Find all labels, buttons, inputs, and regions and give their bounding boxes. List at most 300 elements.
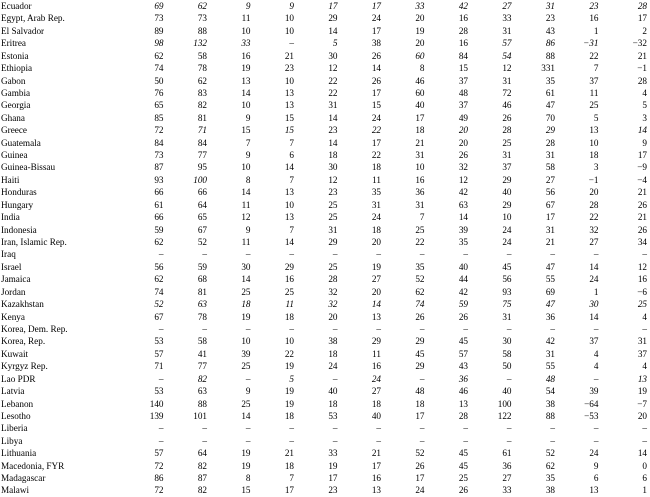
table-row: [0, 360, 650, 372]
table-cell: 14: [215, 410, 259, 422]
country-name: Ghana: [0, 112, 128, 124]
table-cell: –: [346, 248, 390, 260]
table-cell: 41: [172, 348, 216, 360]
table-cell: 42: [433, 0, 477, 12]
table-cell: 61: [476, 447, 520, 459]
table-cell: 37: [563, 335, 607, 347]
table-cell: 58: [172, 50, 216, 62]
table-cell: 14: [346, 298, 390, 310]
table-cell: 31: [476, 75, 520, 87]
table-cell: 69: [128, 0, 172, 12]
table-cell: 28: [607, 0, 650, 12]
country-name: Gambia: [0, 87, 128, 99]
table-cell: 14: [607, 447, 650, 459]
table-cell: 19: [215, 447, 259, 459]
table-cell: 24: [476, 224, 520, 236]
table-cell: −31: [563, 37, 607, 49]
table-cell: 13: [607, 373, 650, 385]
table-cell: 8: [389, 62, 433, 74]
country-name: Kenya: [0, 311, 128, 323]
table-cell: 88: [520, 50, 564, 62]
table-cell: 17: [346, 0, 390, 12]
table-cell: 11: [563, 87, 607, 99]
table-cell: 22: [346, 124, 390, 136]
table-cell: 95: [172, 161, 216, 173]
table-cell: 21: [607, 211, 650, 223]
table-cell: –: [259, 422, 303, 434]
country-name: Iraq: [0, 248, 128, 260]
table-cell: 18: [259, 460, 303, 472]
table-cell: 7: [259, 137, 303, 149]
table-cell: −9: [607, 161, 650, 173]
table-cell: 11: [215, 236, 259, 248]
table-cell: –: [215, 373, 259, 385]
table-cell: 25: [563, 99, 607, 111]
table-cell: 36: [520, 311, 564, 323]
table-cell: 139: [128, 410, 172, 422]
table-cell: –: [215, 435, 259, 447]
table-cell: 24: [346, 211, 390, 223]
country-name: Latvia: [0, 385, 128, 397]
table-cell: 66: [128, 211, 172, 223]
table-cell: 18: [389, 124, 433, 136]
table-row: [0, 99, 650, 111]
table-cell: 17: [520, 211, 564, 223]
table-cell: 13: [563, 124, 607, 136]
table-cell: 14: [607, 124, 650, 136]
table-cell: 46: [476, 99, 520, 111]
table-row: [0, 87, 650, 99]
table-cell: 24: [389, 484, 433, 496]
table-cell: 34: [607, 236, 650, 248]
table-cell: 18: [346, 398, 390, 410]
table-cell: 62: [520, 460, 564, 472]
table-cell: −1: [563, 174, 607, 186]
table-cell: 10: [563, 137, 607, 149]
table-cell: 76: [128, 87, 172, 99]
table-cell: 4: [563, 360, 607, 372]
table-cell: –: [607, 323, 650, 335]
table-cell: 72: [476, 87, 520, 99]
table-cell: 7: [259, 174, 303, 186]
table-cell: 54: [520, 385, 564, 397]
table-cell: 10: [476, 211, 520, 223]
country-name: Guinea-Bissau: [0, 161, 128, 173]
table-row: [0, 112, 650, 124]
table-cell: 60: [389, 87, 433, 99]
table-row: [0, 25, 650, 37]
table-cell: 31: [520, 348, 564, 360]
table-cell: 62: [128, 50, 172, 62]
table-row: [0, 12, 650, 24]
table-cell: –: [259, 37, 303, 49]
table-cell: 7: [389, 211, 433, 223]
table-row: [0, 410, 650, 422]
table-cell: 5: [302, 37, 346, 49]
table-cell: 59: [433, 298, 477, 310]
table-cell: 15: [433, 62, 477, 74]
table-cell: 62: [172, 0, 216, 12]
table-cell: 42: [433, 186, 477, 198]
country-name: Honduras: [0, 186, 128, 198]
country-name: Lithuania: [0, 447, 128, 459]
table-cell: 81: [172, 286, 216, 298]
table-cell: 14: [259, 161, 303, 173]
table-cell: 67: [520, 199, 564, 211]
table-cell: 37: [563, 75, 607, 87]
table-cell: 26: [389, 311, 433, 323]
table-row: [0, 373, 650, 385]
table-cell: 17: [389, 112, 433, 124]
table-cell: 46: [433, 385, 477, 397]
table-cell: −32: [607, 37, 650, 49]
table-cell: 28: [433, 410, 477, 422]
table-cell: 29: [476, 174, 520, 186]
table-cell: 132: [172, 37, 216, 49]
table-cell: 5: [259, 373, 303, 385]
table-cell: 37: [433, 99, 477, 111]
table-cell: 36: [476, 460, 520, 472]
table-row: [0, 298, 650, 310]
table-cell: 4: [607, 360, 650, 372]
table-cell: 62: [172, 75, 216, 87]
table-cell: 84: [433, 50, 477, 62]
table-cell: –: [128, 373, 172, 385]
table-cell: –: [215, 323, 259, 335]
table-cell: 19: [215, 311, 259, 323]
table-cell: 140: [128, 398, 172, 410]
table-cell: 14: [215, 87, 259, 99]
table-cell: 29: [302, 236, 346, 248]
table-cell: 13: [259, 186, 303, 198]
table-row: [0, 211, 650, 223]
table-cell: 60: [389, 50, 433, 62]
table-cell: 57: [128, 447, 172, 459]
table-cell: 20: [607, 410, 650, 422]
table-cell: 7: [259, 472, 303, 484]
table-cell: 13: [346, 484, 390, 496]
table-row: [0, 50, 650, 62]
table-cell: –: [563, 373, 607, 385]
table-cell: 21: [259, 50, 303, 62]
country-name: Gabon: [0, 75, 128, 87]
table-cell: 46: [389, 75, 433, 87]
table-cell: 67: [172, 224, 216, 236]
table-cell: 101: [172, 410, 216, 422]
table-cell: –: [607, 435, 650, 447]
table-cell: 17: [302, 0, 346, 12]
table-cell: 10: [215, 335, 259, 347]
table-row: [0, 335, 650, 347]
table-cell: 69: [520, 286, 564, 298]
table-cell: 23: [302, 124, 346, 136]
table-row: [0, 248, 650, 260]
table-cell: 88: [172, 398, 216, 410]
table-cell: 63: [433, 199, 477, 211]
table-row: [0, 273, 650, 285]
country-name: Madagascar: [0, 472, 128, 484]
table-cell: 26: [433, 484, 477, 496]
table-cell: 55: [520, 360, 564, 372]
table-cell: 16: [607, 273, 650, 285]
table-cell: 25: [476, 137, 520, 149]
table-cell: 17: [346, 460, 390, 472]
table-cell: 24: [563, 273, 607, 285]
table-cell: 10: [259, 12, 303, 24]
table-cell: 23: [302, 186, 346, 198]
table-cell: 24: [302, 360, 346, 372]
table-cell: 62: [389, 286, 433, 298]
table-cell: 18: [259, 410, 303, 422]
table-cell: 22: [259, 348, 303, 360]
country-name: Guinea: [0, 149, 128, 161]
country-name: Georgia: [0, 99, 128, 111]
table-cell: 49: [433, 112, 477, 124]
table-cell: 31: [520, 149, 564, 161]
table-cell: 36: [433, 373, 477, 385]
table-cell: –: [259, 323, 303, 335]
table-row: [0, 174, 650, 186]
table-row: [0, 186, 650, 198]
table-cell: 17: [346, 137, 390, 149]
table-cell: 24: [563, 447, 607, 459]
table-cell: −7: [607, 398, 650, 410]
table-cell: 48: [433, 87, 477, 99]
table-cell: 22: [389, 236, 433, 248]
table-cell: 57: [128, 348, 172, 360]
table-cell: 50: [476, 360, 520, 372]
table-cell: 21: [607, 50, 650, 62]
table-cell: 31: [476, 25, 520, 37]
table-cell: –: [563, 422, 607, 434]
table-cell: 20: [346, 236, 390, 248]
table-row: [0, 199, 650, 211]
table-cell: 38: [520, 398, 564, 410]
table-cell: –: [128, 248, 172, 260]
table-row: [0, 385, 650, 397]
table-cell: 31: [302, 224, 346, 236]
country-name: Kyrgyz Rep.: [0, 360, 128, 372]
table-cell: 22: [302, 75, 346, 87]
table-cell: 5: [607, 99, 650, 111]
table-cell: 10: [259, 75, 303, 87]
table-cell: 53: [302, 410, 346, 422]
table-cell: 75: [476, 298, 520, 310]
table-cell: 16: [259, 273, 303, 285]
table-row: [0, 460, 650, 472]
table-cell: 56: [128, 261, 172, 273]
table-cell: 71: [128, 360, 172, 372]
table-cell: 35: [346, 186, 390, 198]
table-cell: –: [476, 373, 520, 385]
country-name: Libya: [0, 435, 128, 447]
country-name: El Salvador: [0, 25, 128, 37]
country-name: Jordan: [0, 286, 128, 298]
table-cell: 45: [476, 261, 520, 273]
table-cell: 31: [389, 149, 433, 161]
table-cell: 56: [476, 273, 520, 285]
table-cell: –: [389, 323, 433, 335]
table-cell: 28: [563, 199, 607, 211]
table-row: [0, 348, 650, 360]
table-cell: –: [476, 422, 520, 434]
table-cell: 14: [259, 236, 303, 248]
table-cell: 25: [302, 211, 346, 223]
table-cell: 62: [128, 273, 172, 285]
table-cell: 53: [128, 335, 172, 347]
table-cell: 0: [607, 460, 650, 472]
table-cell: 9: [215, 224, 259, 236]
country-name: Kazakhstan: [0, 298, 128, 310]
table-cell: 4: [563, 348, 607, 360]
table-cell: 58: [520, 161, 564, 173]
table-cell: 85: [128, 112, 172, 124]
table-cell: 331: [520, 62, 564, 74]
table-cell: 100: [476, 398, 520, 410]
table-cell: 25: [302, 261, 346, 273]
table-cell: 28: [607, 75, 650, 87]
country-name: India: [0, 211, 128, 223]
table-cell: 78: [172, 62, 216, 74]
table-cell: 44: [433, 273, 477, 285]
table-row: [0, 161, 650, 173]
table-cell: 78: [172, 311, 216, 323]
table-cell: 82: [172, 484, 216, 496]
table-cell: 47: [520, 261, 564, 273]
table-cell: 29: [476, 199, 520, 211]
table-cell: 38: [302, 335, 346, 347]
table-cell: 77: [172, 149, 216, 161]
table-cell: 58: [476, 348, 520, 360]
table-cell: 100: [172, 174, 216, 186]
table-cell: 35: [520, 75, 564, 87]
table-cell: 31: [520, 224, 564, 236]
country-name: Eritrea: [0, 37, 128, 49]
table-cell: 16: [215, 50, 259, 62]
table-cell: 40: [476, 385, 520, 397]
table-cell: 33: [476, 484, 520, 496]
table-cell: 24: [346, 12, 390, 24]
table-cell: 26: [433, 149, 477, 161]
table-cell: 93: [476, 286, 520, 298]
table-cell: 98: [128, 37, 172, 49]
country-name: Haiti: [0, 174, 128, 186]
table-cell: 26: [346, 50, 390, 62]
table-cell: 82: [172, 373, 216, 385]
country-name: Israel: [0, 261, 128, 273]
table-cell: 28: [520, 137, 564, 149]
table-row: [0, 398, 650, 410]
table-cell: –: [172, 248, 216, 260]
table-cell: –: [389, 248, 433, 260]
country-name: Ecuador: [0, 0, 128, 12]
table-cell: 11: [346, 174, 390, 186]
table-cell: 62: [128, 236, 172, 248]
table-cell: 16: [433, 37, 477, 49]
table-cell: –: [389, 422, 433, 434]
table-cell: 13: [433, 398, 477, 410]
table-cell: 72: [128, 484, 172, 496]
table-cell: 19: [259, 385, 303, 397]
country-name: Estonia: [0, 50, 128, 62]
country-name: Liberia: [0, 422, 128, 434]
table-cell: 29: [346, 335, 390, 347]
table-cell: 13: [259, 99, 303, 111]
table-cell: 30: [563, 298, 607, 310]
table-cell: –: [563, 323, 607, 335]
table-cell: −53: [563, 410, 607, 422]
table-cell: 16: [563, 12, 607, 24]
table-cell: 6: [259, 149, 303, 161]
table-cell: –: [563, 248, 607, 260]
table-cell: 27: [346, 273, 390, 285]
table-cell: 31: [607, 335, 650, 347]
table-cell: 66: [172, 186, 216, 198]
table-cell: 3: [607, 112, 650, 124]
table-cell: –: [259, 435, 303, 447]
table-cell: 17: [302, 472, 346, 484]
table-cell: 19: [215, 460, 259, 472]
table-cell: 13: [259, 87, 303, 99]
table-cell: 84: [172, 137, 216, 149]
table-cell: 52: [172, 236, 216, 248]
table-cell: –: [346, 323, 390, 335]
table-cell: 12: [476, 62, 520, 74]
table-cell: 25: [389, 224, 433, 236]
table-cell: 14: [302, 112, 346, 124]
table-cell: –: [520, 248, 564, 260]
table-cell: 13: [563, 484, 607, 496]
table-cell: –: [302, 323, 346, 335]
table-cell: 23: [302, 484, 346, 496]
table-cell: 43: [520, 25, 564, 37]
table-cell: 53: [128, 385, 172, 397]
table-cell: 68: [172, 273, 216, 285]
table-cell: 12: [215, 211, 259, 223]
table-cell: 23: [520, 12, 564, 24]
table-cell: 67: [128, 311, 172, 323]
table-cell: –: [172, 323, 216, 335]
table-cell: 11: [259, 298, 303, 310]
table-cell: 54: [476, 50, 520, 62]
table-cell: 40: [433, 261, 477, 273]
table-cell: 12: [433, 174, 477, 186]
table-cell: –: [172, 422, 216, 434]
table-cell: 40: [346, 410, 390, 422]
table-cell: 33: [302, 447, 346, 459]
table-cell: 21: [520, 236, 564, 248]
table-cell: 26: [476, 112, 520, 124]
table-row: [0, 286, 650, 298]
country-name: Korea, Dem. Rep.: [0, 323, 128, 335]
table-cell: –: [563, 435, 607, 447]
table-cell: –: [520, 323, 564, 335]
table-cell: 29: [520, 124, 564, 136]
table-cell: –: [389, 373, 433, 385]
table-cell: 48: [389, 385, 433, 397]
table-cell: 20: [433, 124, 477, 136]
table-cell: 64: [172, 199, 216, 211]
table-row: [0, 484, 650, 496]
table-cell: 4: [607, 311, 650, 323]
table-cell: 21: [607, 186, 650, 198]
table-cell: 16: [346, 360, 390, 372]
table-cell: 27: [476, 0, 520, 12]
table-cell: 58: [172, 335, 216, 347]
table-cell: 3: [563, 161, 607, 173]
table-cell: 64: [172, 447, 216, 459]
table-cell: 84: [128, 137, 172, 149]
